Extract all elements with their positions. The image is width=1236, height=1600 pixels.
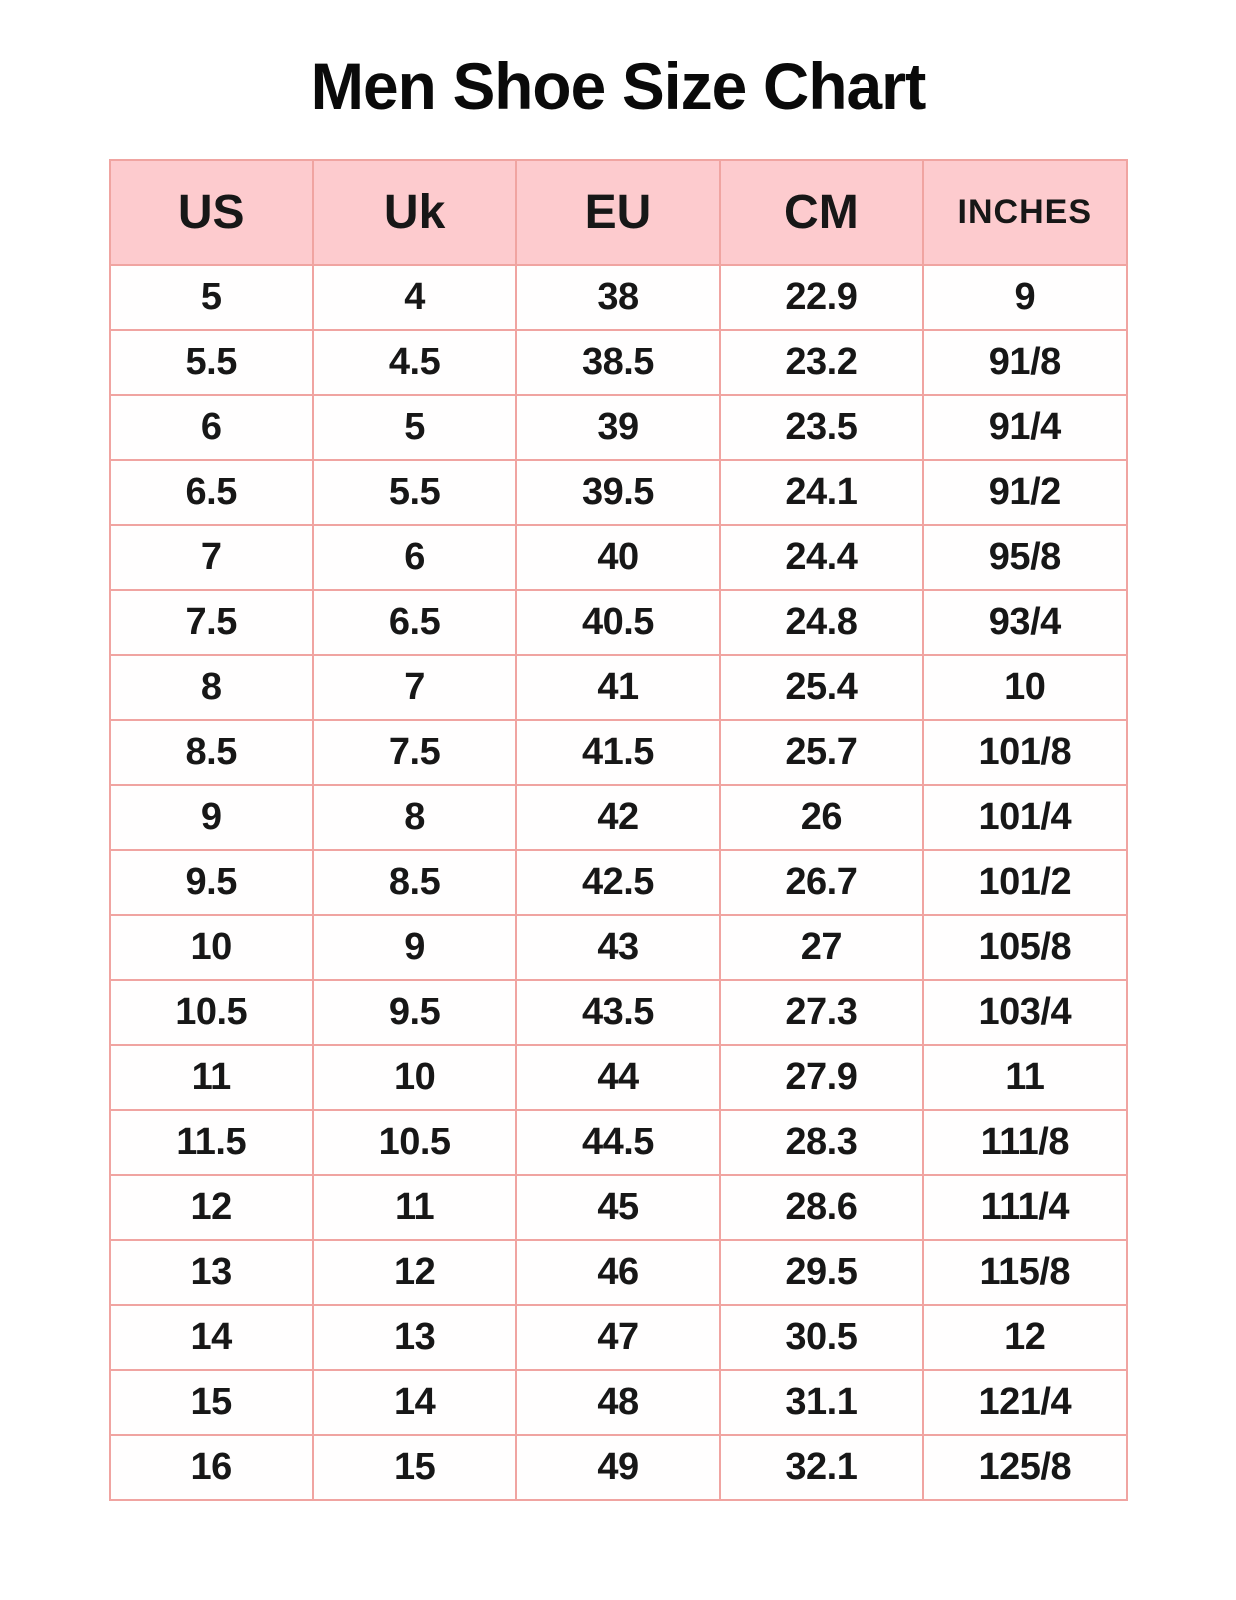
table-cell-uk: 8.5 xyxy=(313,850,516,915)
table-cell-cm: 31.1 xyxy=(720,1370,923,1435)
table-row xyxy=(110,980,1127,1045)
table-cell-us: 11.5 xyxy=(110,1110,313,1175)
table-cell-eu: 44 xyxy=(516,1045,719,1110)
table-cell-inches: 95/8 xyxy=(923,525,1126,590)
table-row xyxy=(110,1240,1127,1305)
table-cell-eu: 40 xyxy=(516,525,719,590)
table-cell-cm: 27.9 xyxy=(720,1045,923,1110)
table-cell-eu: 49 xyxy=(516,1435,719,1500)
table-cell-eu: 39 xyxy=(516,395,719,460)
table-cell-uk: 11 xyxy=(313,1175,516,1240)
table-cell-eu: 43.5 xyxy=(516,980,719,1045)
table-cell-eu: 43 xyxy=(516,915,719,980)
table-cell-uk: 10 xyxy=(313,1045,516,1110)
table-cell-us: 9.5 xyxy=(110,850,313,915)
table-cell-eu: 42 xyxy=(516,785,719,850)
table-row xyxy=(110,395,1127,460)
table-cell-uk: 8 xyxy=(313,785,516,850)
table-cell-cm: 25.7 xyxy=(720,720,923,785)
table-row xyxy=(110,1110,1127,1175)
table-row xyxy=(110,590,1127,655)
table-cell-eu: 48 xyxy=(516,1370,719,1435)
table-cell-inches: 105/8 xyxy=(923,915,1126,980)
table-row xyxy=(110,330,1127,395)
table-cell-inches: 9 xyxy=(923,265,1126,330)
table-cell-us: 16 xyxy=(110,1435,313,1500)
table-cell-cm: 32.1 xyxy=(720,1435,923,1500)
table-cell-us: 8 xyxy=(110,655,313,720)
table-cell-us: 8.5 xyxy=(110,720,313,785)
table-row xyxy=(110,1175,1127,1240)
table-cell-uk: 15 xyxy=(313,1435,516,1500)
table-row xyxy=(110,1370,1127,1435)
table-cell-cm: 22.9 xyxy=(720,265,923,330)
table-cell-cm: 28.3 xyxy=(720,1110,923,1175)
table-cell-cm: 30.5 xyxy=(720,1305,923,1370)
table-cell-us: 6 xyxy=(110,395,313,460)
table-cell-inches: 101/4 xyxy=(923,785,1126,850)
table-cell-eu: 41 xyxy=(516,655,719,720)
table-cell-eu: 39.5 xyxy=(516,460,719,525)
table-cell-inches: 121/4 xyxy=(923,1370,1126,1435)
table-cell-us: 6.5 xyxy=(110,460,313,525)
table-cell-inches: 101/2 xyxy=(923,850,1126,915)
table-cell-eu: 46 xyxy=(516,1240,719,1305)
table-cell-cm: 27.3 xyxy=(720,980,923,1045)
table-cell-eu: 40.5 xyxy=(516,590,719,655)
table-cell-uk: 14 xyxy=(313,1370,516,1435)
table-cell-cm: 24.8 xyxy=(720,590,923,655)
table-cell-uk: 7 xyxy=(313,655,516,720)
table-cell-cm: 23.2 xyxy=(720,330,923,395)
table-cell-eu: 38 xyxy=(516,265,719,330)
table-cell-us: 10 xyxy=(110,915,313,980)
table-cell-inches: 91/4 xyxy=(923,395,1126,460)
table-cell-inches: 10 xyxy=(923,655,1126,720)
size-table xyxy=(109,159,1128,1501)
table-cell-inches: 93/4 xyxy=(923,590,1126,655)
table-cell-us: 7 xyxy=(110,525,313,590)
table-cell-uk: 4 xyxy=(313,265,516,330)
column-header-eu: EU xyxy=(516,160,719,265)
table-row xyxy=(110,1305,1127,1370)
table-cell-eu: 45 xyxy=(516,1175,719,1240)
table-cell-us: 5.5 xyxy=(110,330,313,395)
table-cell-uk: 4.5 xyxy=(313,330,516,395)
table-cell-uk: 5 xyxy=(313,395,516,460)
table-cell-cm: 26.7 xyxy=(720,850,923,915)
table-cell-cm: 24.4 xyxy=(720,525,923,590)
table-cell-eu: 44.5 xyxy=(516,1110,719,1175)
table-row xyxy=(110,850,1127,915)
table-cell-cm: 25.4 xyxy=(720,655,923,720)
column-header-us: US xyxy=(110,160,313,265)
table-cell-us: 7.5 xyxy=(110,590,313,655)
table-cell-inches: 125/8 xyxy=(923,1435,1126,1500)
header-row xyxy=(110,160,1127,265)
table-cell-inches: 115/8 xyxy=(923,1240,1126,1305)
table-header xyxy=(110,160,1127,265)
table-cell-uk: 9 xyxy=(313,915,516,980)
table-cell-uk: 6.5 xyxy=(313,590,516,655)
table-cell-us: 10.5 xyxy=(110,980,313,1045)
table-cell-inches: 12 xyxy=(923,1305,1126,1370)
table-cell-cm: 29.5 xyxy=(720,1240,923,1305)
table-cell-inches: 91/8 xyxy=(923,330,1126,395)
column-header-uk: Uk xyxy=(313,160,516,265)
table-cell-us: 12 xyxy=(110,1175,313,1240)
table-body xyxy=(110,265,1127,1500)
table-row xyxy=(110,1045,1127,1110)
table-cell-inches: 111/4 xyxy=(923,1175,1126,1240)
table-cell-us: 11 xyxy=(110,1045,313,1110)
table-row xyxy=(110,1435,1127,1500)
page-title: Men Shoe Size Chart xyxy=(310,49,926,123)
column-header-cm: CM xyxy=(720,160,923,265)
table-cell-eu: 38.5 xyxy=(516,330,719,395)
table-cell-us: 5 xyxy=(110,265,313,330)
table-cell-inches: 101/8 xyxy=(923,720,1126,785)
table-cell-uk: 12 xyxy=(313,1240,516,1305)
table-cell-uk: 13 xyxy=(313,1305,516,1370)
table-cell-inches: 11 xyxy=(923,1045,1126,1110)
table-cell-cm: 27 xyxy=(720,915,923,980)
table-cell-uk: 6 xyxy=(313,525,516,590)
table-cell-cm: 26 xyxy=(720,785,923,850)
table-row xyxy=(110,265,1127,330)
table-cell-us: 14 xyxy=(110,1305,313,1370)
table-cell-eu: 41.5 xyxy=(516,720,719,785)
table-cell-uk: 5.5 xyxy=(313,460,516,525)
table-row xyxy=(110,720,1127,785)
table-cell-uk: 9.5 xyxy=(313,980,516,1045)
table-cell-inches: 111/8 xyxy=(923,1110,1126,1175)
table-cell-inches: 103/4 xyxy=(923,980,1126,1045)
table-row xyxy=(110,525,1127,590)
table-cell-eu: 47 xyxy=(516,1305,719,1370)
table-row xyxy=(110,460,1127,525)
table-cell-us: 15 xyxy=(110,1370,313,1435)
table-cell-us: 9 xyxy=(110,785,313,850)
table-row xyxy=(110,655,1127,720)
table-cell-cm: 23.5 xyxy=(720,395,923,460)
table-cell-uk: 10.5 xyxy=(313,1110,516,1175)
table-cell-inches: 91/2 xyxy=(923,460,1126,525)
table-cell-cm: 28.6 xyxy=(720,1175,923,1240)
table-row xyxy=(110,915,1127,980)
column-header-inches: INCHES xyxy=(923,160,1126,265)
table-cell-eu: 42.5 xyxy=(516,850,719,915)
table-cell-us: 13 xyxy=(110,1240,313,1305)
table-row xyxy=(110,785,1127,850)
table-cell-uk: 7.5 xyxy=(313,720,516,785)
table-cell-cm: 24.1 xyxy=(720,460,923,525)
